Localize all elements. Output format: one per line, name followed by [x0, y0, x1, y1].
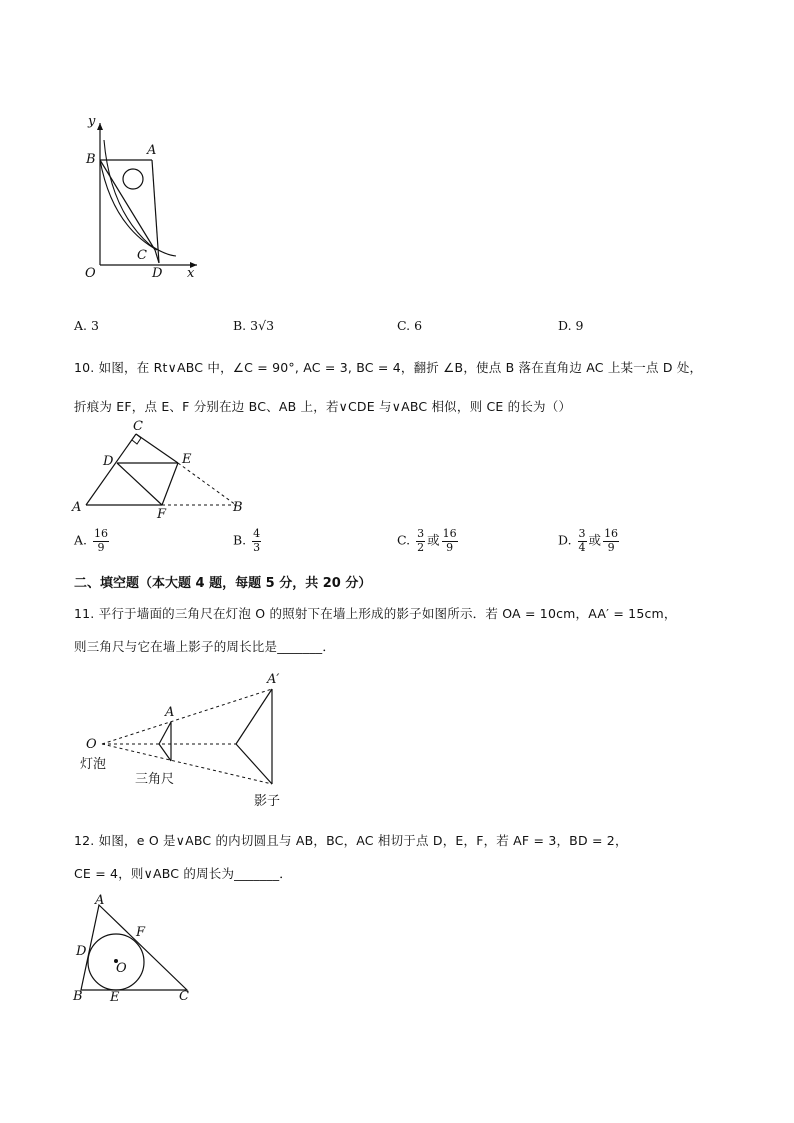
fig12-label-D: D	[76, 944, 87, 959]
fig12-label-F: F	[136, 925, 146, 940]
q9-option-b[interactable]: B. 3√3	[233, 318, 275, 333]
fig12-label-C: C	[179, 989, 189, 1004]
fig11-label-O: O	[86, 737, 97, 752]
q10-question-line2: 折痕为 EF，点 E、F 分别在边 BC、AB 上，若∨CDE 与∨ABC 相似，则 CE 的长为（）	[74, 399, 572, 414]
q10-option-b[interactable]: B. $\frac{4}{3}$	[233, 527, 261, 554]
fig9-label-D: D	[152, 266, 163, 281]
q11-question-line2: 则三角尺与它在墙上影子的周长比是_______．	[74, 639, 336, 654]
q12-question-line2: CE = 4，则∨ABC 的周长为_______．	[74, 866, 293, 881]
fig10-label-D: D	[103, 454, 114, 469]
fig9-label-C: C	[137, 248, 147, 263]
fig9-label-B: B	[86, 152, 96, 167]
q9-option-a[interactable]: A. 3	[74, 318, 99, 333]
q11-question-line1: 11. 平行于墙面的三角尺在灯泡 O 的照射下在墙上形成的影子如图所示．若 OA = 10cm，AA′ = 15cm，	[74, 606, 677, 621]
q10-option-c[interactable]: C. $\frac{3}{2}$ 或 $\frac{16}{9}$	[397, 527, 457, 554]
fig10-label-F: F	[157, 507, 167, 522]
fig10-label-B: B	[233, 500, 243, 515]
fig9-label-A: A	[147, 143, 157, 158]
fig11-label-A: A	[165, 705, 175, 720]
fig11-label-bulb: 灯泡	[80, 757, 107, 772]
fig9-label-O: O	[85, 266, 96, 281]
section-heading-fill-in: 二、填空题（本大题 4 题，每题 5 分，共 20 分）	[74, 576, 372, 591]
fig11-label-ruler: 三角尺	[135, 772, 175, 787]
q10-option-d[interactable]: D. $\frac{3}{4}$ 或 $\frac{16}{9}$	[558, 527, 619, 554]
fig11-label-shadow: 影子	[254, 794, 281, 809]
fig10-label-E: E	[182, 452, 192, 467]
fig10-label-C: C	[133, 419, 143, 434]
fig9-label-y: y	[88, 114, 96, 129]
q9-option-c[interactable]: C. 6	[397, 318, 423, 333]
q10-option-a[interactable]: A. $\frac{16}{9}$	[74, 527, 108, 554]
fig10-label-A: A	[72, 500, 82, 515]
fig12-label-O: O	[116, 961, 127, 976]
q12-question-line1: 12. 如图，e O 是∨ABC 的内切圆且与 AB，BC，AC 相切于点 D，E，F，若 AF = 3，BD = 2，	[74, 833, 628, 848]
fig12-label-A: A	[95, 893, 105, 908]
fig11-label-A-prime: A′	[267, 672, 280, 687]
q10-question-line1: 10. 如图，在 Rt∨ABC 中，∠C = 90°, AC = 3, BC = 4，翻折 ∠B，使点 B 落在直角边 AC 上某一点 D 处，	[74, 360, 703, 375]
fig12-label-B: B	[73, 989, 83, 1004]
fig12-label-E: E	[110, 990, 120, 1005]
q9-option-d[interactable]: D. 9	[558, 318, 584, 333]
fig9-label-x: x	[187, 266, 195, 281]
